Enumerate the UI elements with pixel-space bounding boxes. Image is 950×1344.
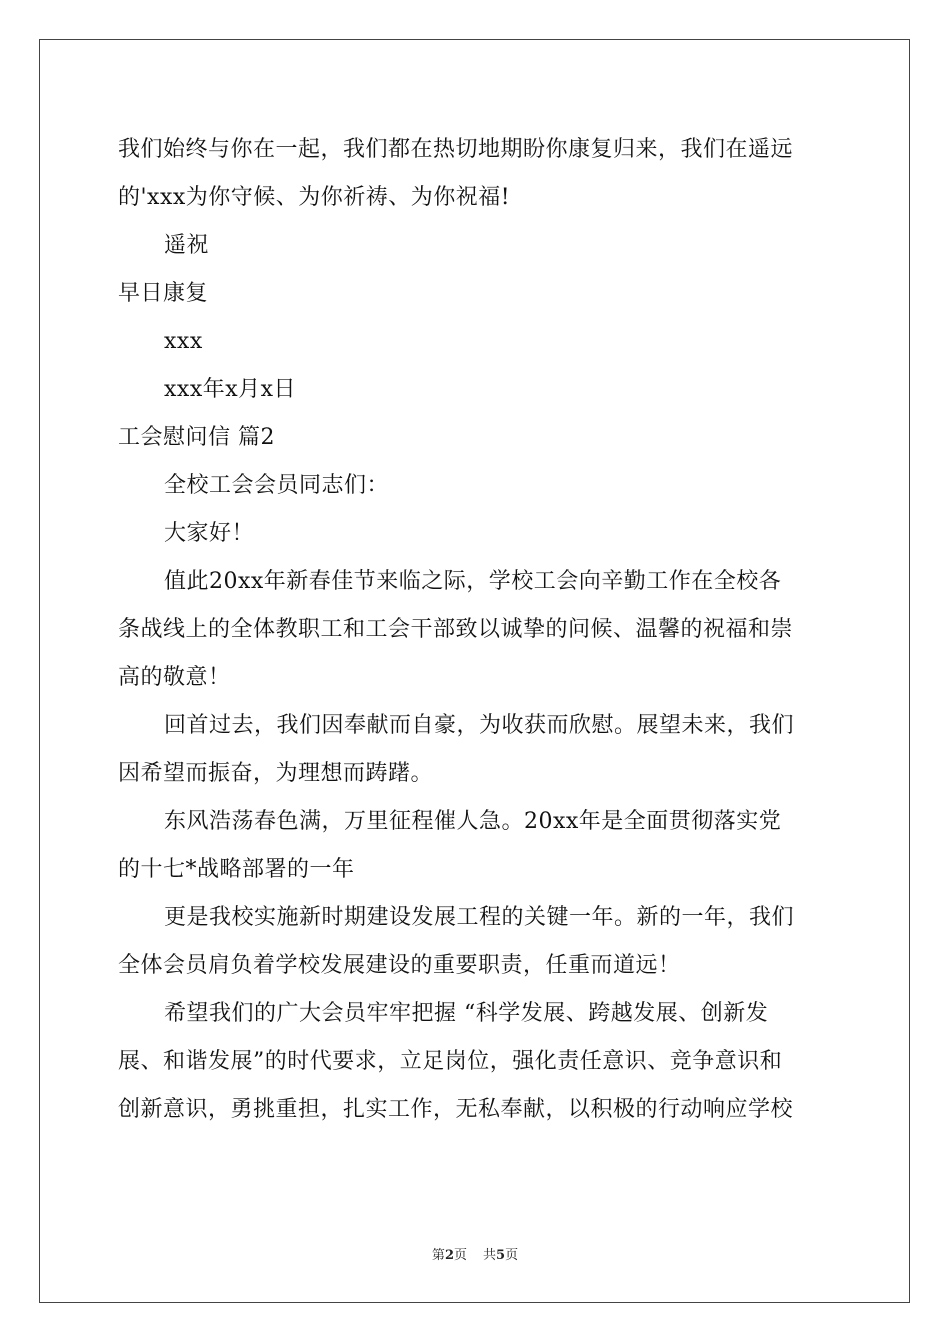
page-footer xyxy=(0,1246,950,1266)
total-suffix: 页 xyxy=(505,1248,519,1263)
text-line: 因希望而振奋，为理想而踌躇。 xyxy=(118,761,434,786)
text-line: 高的敬意！ xyxy=(118,665,231,690)
text-line: 早日康复 xyxy=(118,281,209,306)
document-body xyxy=(118,126,834,1134)
section-heading: 工会慰问信 篇2 xyxy=(118,425,275,450)
text-line: xxx xyxy=(164,329,203,354)
text-line: 希望我们的广大会员牢牢把握 “科学发展、跨越发展、创新发 xyxy=(164,1001,769,1026)
text-line: 的十七*战略部署的一年 xyxy=(118,857,355,882)
total-pages: 5 xyxy=(496,1248,506,1263)
text-line: 回首过去，我们因奉献而自豪，为收获而欣慰。展望未来，我们 xyxy=(164,713,795,738)
page-number: 2 xyxy=(444,1248,454,1263)
text-line: 大家好！ xyxy=(164,521,255,546)
page-prefix: 第 xyxy=(431,1248,445,1263)
text-line: xxx年x月x日 xyxy=(164,377,297,402)
text-line: 我们始终与你在一起，我们都在热切地期盼你康复归来，我们在遥远 xyxy=(118,137,794,162)
text-line: 遥祝 xyxy=(164,233,210,258)
text-line: 更是我校实施新时期建设发展工程的关键一年。新的一年，我们 xyxy=(164,905,795,930)
total-prefix: 共 xyxy=(483,1248,497,1263)
text-line: 全体会员肩负着学校发展建设的重要职责，任重而道远！ xyxy=(118,953,681,978)
text-line: 条战线上的全体教职工和工会干部致以诚挚的问候、温馨的祝福和崇 xyxy=(118,617,794,642)
page-suffix: 页 xyxy=(453,1248,467,1263)
text-line: 展、和谐发展”的时代要求，立足岗位，强化责任意识、竞争意识和 xyxy=(118,1049,783,1074)
text-line: 创新意识，勇挑重担，扎实工作，无私奉献，以积极的行动响应学校 xyxy=(118,1097,794,1122)
text-line: 值此20xx年新春佳节来临之际，学校工会向辛勤工作在全校各 xyxy=(164,569,782,594)
text-line: 全校工会会员同志们： xyxy=(164,473,390,498)
text-line: 的'xxx为你守候、为你祈祷、为你祝福! xyxy=(118,185,511,210)
text-line: 东风浩荡春色满，万里征程催人急。20xx年是全面贯彻落实党 xyxy=(164,809,782,834)
